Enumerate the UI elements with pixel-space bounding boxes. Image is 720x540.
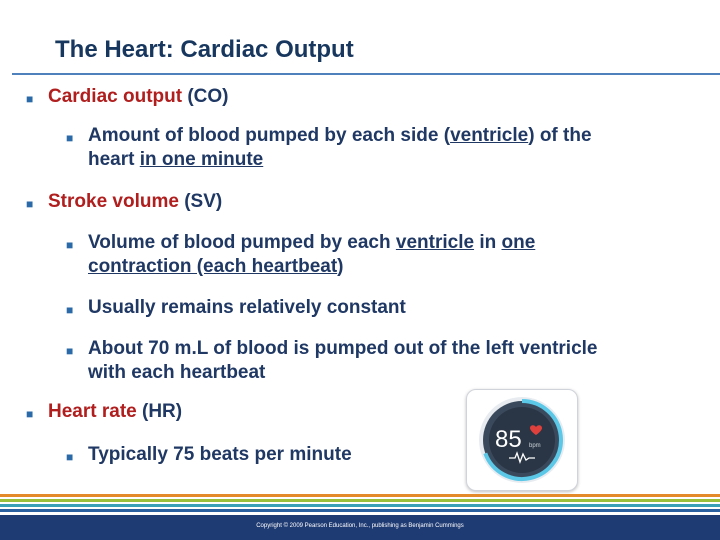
bullet-marker-icon: ■ <box>26 92 34 106</box>
sub-bullet-sv-70ml <box>68 337 628 385</box>
title-divider <box>12 73 720 75</box>
sub-bullet-marker-icon: ■ <box>66 303 74 317</box>
heart-rate-gauge-icon <box>467 390 577 490</box>
co-def-one-minute: in one minute <box>139 149 264 170</box>
sv-def-text-3: ) <box>337 256 344 277</box>
sv-constant-text: Usually remains relatively constant <box>88 297 406 318</box>
stripe-teal <box>0 504 720 507</box>
sv-def-text-1: Volume of blood pumped by each <box>88 232 396 253</box>
stripe-green <box>0 499 720 502</box>
sub-bullet-marker-icon: ■ <box>66 131 74 145</box>
heart-rate-app-icon <box>466 389 578 491</box>
co-def-text-1: Amount of blood pumped by each side ( <box>88 125 451 146</box>
term-stroke-volume: Stroke volume <box>48 191 179 212</box>
bullet-marker-icon: ■ <box>26 197 34 211</box>
co-def-text-2: ) of the heart <box>88 125 592 170</box>
hr-typical-text: Typically 75 beats per minute <box>88 444 352 465</box>
footer-stripes <box>0 494 720 514</box>
sv-70ml-text: About 70 m.L of blood is pumped out of the left ventricle with each heartbeat <box>88 338 598 383</box>
bullet-marker-icon: ■ <box>26 407 34 421</box>
bullet-heart-rate <box>28 400 182 424</box>
sub-bullet-marker-icon: ■ <box>66 450 74 464</box>
sub-bullet-co-definition <box>68 124 628 172</box>
abbr-sv: (SV) <box>184 191 223 212</box>
sv-def-one-contraction: one contraction (each heartbeat <box>88 232 536 277</box>
sub-bullet-sv-definition <box>68 231 628 279</box>
bullet-stroke-volume <box>28 190 222 214</box>
stripe-orange <box>0 494 720 497</box>
term-cardiac-output: Cardiac output <box>48 86 183 107</box>
bpm-unit: bpm <box>529 443 541 449</box>
slide-title: The Heart: Cardiac Output <box>55 36 354 63</box>
abbr-co: (CO) <box>187 86 229 107</box>
sv-def-text-2: in <box>474 232 502 253</box>
sub-bullet-sv-constant <box>68 296 628 320</box>
term-heart-rate: Heart rate <box>48 401 137 422</box>
bullet-cardiac-output <box>28 85 229 109</box>
copyright-notice: Copyright © 2009 Pearson Education, Inc., publishing as Benjamin Cummings <box>256 523 464 529</box>
sub-bullet-marker-icon: ■ <box>66 344 74 358</box>
sub-bullet-marker-icon: ■ <box>66 238 74 252</box>
bpm-value: 85 <box>495 426 522 453</box>
sv-def-ventricle: ventricle <box>395 232 475 253</box>
stripe-blue <box>0 509 720 512</box>
co-def-ventricle: ventricle <box>450 125 529 146</box>
abbr-hr: (HR) <box>142 401 183 422</box>
